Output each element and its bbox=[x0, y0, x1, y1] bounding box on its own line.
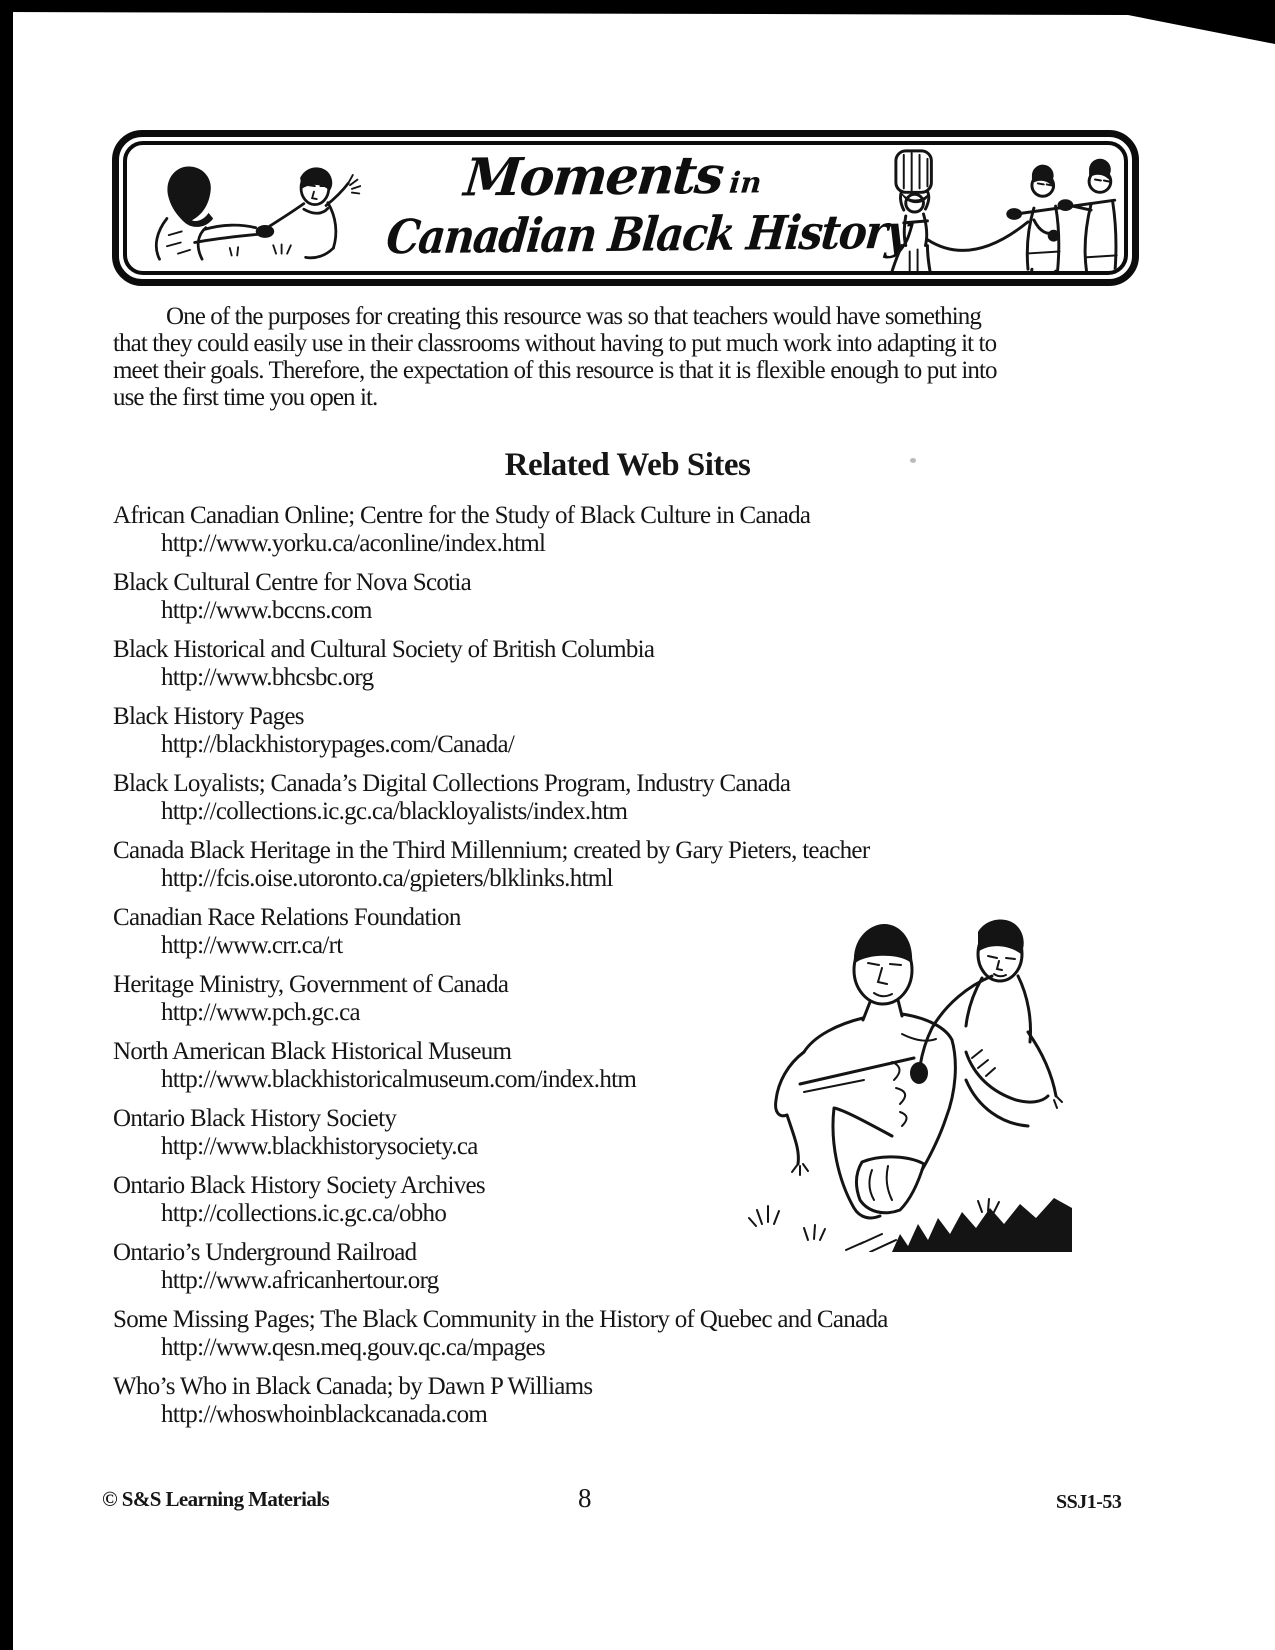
list-item bbox=[113, 502, 1133, 558]
site-url: http://collections.ic.gc.ca/blackloyalists/index.htm bbox=[161, 798, 628, 825]
site-name: Ontario Black History Society bbox=[113, 1105, 397, 1132]
scan-artifact-bottom-mark bbox=[0, 1590, 9, 1620]
site-url: http://www.bccns.com bbox=[161, 597, 372, 624]
site-name: Black Cultural Centre for Nova Scotia bbox=[113, 569, 472, 596]
banner-title bbox=[359, 144, 912, 266]
intro-line: meet their goals. Therefore, the expectation of this resource is that it is flexible enough to put into bbox=[113, 357, 997, 384]
banner-title-word-moments: Moments bbox=[461, 144, 726, 209]
title-banner bbox=[112, 130, 1139, 286]
scan-artifact-top-bar bbox=[0, 0, 1275, 44]
main-illustration-seated-figures bbox=[742, 912, 1072, 1252]
site-name: Some Missing Pages; The Black Community in the History of Quebec and Canada bbox=[113, 1306, 888, 1333]
scan-artifact-bottom-mark bbox=[0, 1556, 12, 1580]
site-name: Canada Black Heritage in the Third Millennium; created by Gary Pieters, teacher bbox=[113, 837, 870, 864]
title-banner-inner-border bbox=[123, 141, 1128, 275]
site-name: Black Loyalists; Canada’s Digital Collections Program, Industry Canada bbox=[113, 770, 791, 797]
site-url: http://whoswhoinblackcanada.com bbox=[161, 1401, 488, 1428]
list-item bbox=[113, 636, 1133, 692]
site-name: Who’s Who in Black Canada; by Dawn P Williams bbox=[113, 1373, 593, 1400]
banner-right-illustration bbox=[866, 145, 1118, 275]
site-url: http://www.bhcsbc.org bbox=[161, 664, 374, 691]
site-url: http://www.blackhistoricalmuseum.com/index.htm bbox=[161, 1066, 637, 1093]
scan-artifact-left-bar bbox=[0, 0, 13, 1650]
site-name: Canadian Race Relations Foundation bbox=[113, 904, 461, 931]
site-name: African Canadian Online; Centre for the Study of Black Culture in Canada bbox=[113, 502, 811, 529]
banner-title-line1 bbox=[364, 146, 861, 214]
list-item bbox=[113, 1306, 1133, 1362]
footer-page-number: 8 bbox=[578, 1483, 592, 1513]
banner-title-word-in: in bbox=[727, 165, 764, 200]
site-url: http://www.yorku.ca/aconline/index.html bbox=[161, 530, 546, 557]
site-name: Ontario’s Underground Railroad bbox=[113, 1239, 417, 1266]
list-item bbox=[113, 569, 1133, 625]
list-item bbox=[113, 770, 1133, 826]
intro-line: that they could easily use in their classrooms without having to put much work into adapting it to bbox=[113, 330, 997, 357]
site-name: Ontario Black History Society Archives bbox=[113, 1172, 485, 1199]
site-url: http://www.blackhistorysociety.ca bbox=[161, 1133, 478, 1160]
list-item bbox=[113, 837, 1133, 893]
intro-paragraph bbox=[113, 303, 997, 411]
footer-doc-code: SSJ1-53 bbox=[1056, 1491, 1122, 1513]
site-name: Heritage Ministry, Government of Canada bbox=[113, 971, 509, 998]
site-url: http://www.crr.ca/rt bbox=[161, 932, 343, 959]
site-name: North American Black Historical Museum bbox=[113, 1038, 512, 1065]
section-heading: Related Web Sites bbox=[504, 447, 751, 483]
banner-title-line2: Canadian Black History bbox=[383, 204, 912, 266]
site-url: http://blackhistorypages.com/Canada/ bbox=[161, 731, 515, 758]
list-item bbox=[113, 1373, 1133, 1429]
site-name: Black Historical and Cultural Society of British Columbia bbox=[113, 636, 655, 663]
site-url: http://www.pch.gc.ca bbox=[161, 999, 360, 1026]
list-item bbox=[113, 703, 1133, 759]
intro-line: One of the purposes for creating this resource was so that teachers would have something bbox=[166, 303, 981, 330]
site-url: http://www.qesn.meq.gouv.qc.ca/mpages bbox=[161, 1334, 545, 1361]
site-url: http://collections.ic.gc.ca/obho bbox=[161, 1200, 447, 1227]
footer-copyright: © S&S Learning Materials bbox=[102, 1487, 330, 1511]
site-url: http://www.africanhertour.org bbox=[161, 1267, 439, 1294]
intro-line: use the first time you open it. bbox=[113, 384, 378, 411]
site-name: Black History Pages bbox=[113, 703, 304, 730]
banner-left-illustration bbox=[141, 151, 363, 273]
site-url: http://fcis.oise.utoronto.ca/gpieters/blklinks.html bbox=[161, 865, 613, 892]
